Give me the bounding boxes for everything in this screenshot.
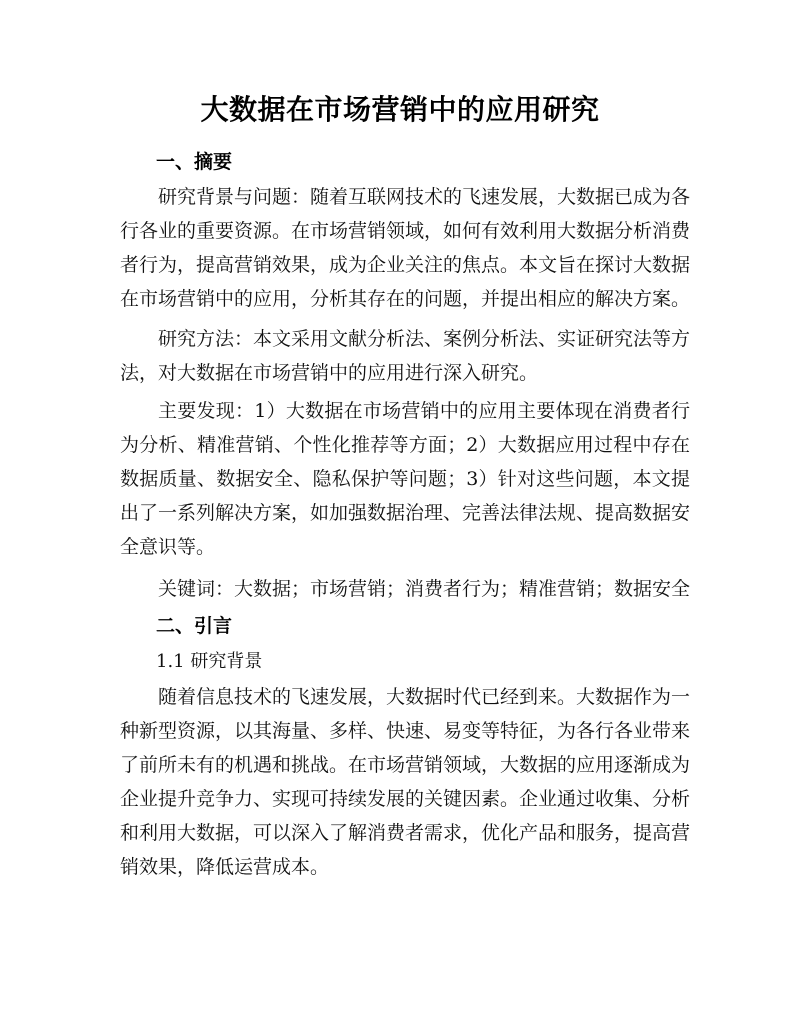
introduction-paragraph: 随着信息技术的飞速发展，大数据时代已经到来。大数据作为一种新型资源，以其海量、多样、快速、易变等特征，为各行各业带来了前所未有的机遇和挑战。在市场营销领域，大数据的应用逐渐成为企业提升竞争力、实现可持续发展的关键因素。企业通过收集、分析和利用大数据，可以深入了解消费者需求，优化产品和服务，提高营销效果，降低运营成本。 xyxy=(120,686,691,878)
abstract-findings-paragraph: 主要发现：1）大数据在市场营销中的应用主要体现在消费者行为分析、精准营销、个性化推荐等方面；2）大数据应用过程中存在数据质量、数据安全、隐私保护等问题；3）针对这些问题，本文提出了一系列解决方案，如加强数据治理、完善法律法规、提高数据安全意识等。 xyxy=(120,400,691,558)
subsection-heading-research-background: 1.1 研究背景 xyxy=(156,651,263,672)
abstract-background-paragraph: 研究背景与问题：随着互联网技术的飞速发展，大数据已成为各行各业的重要资源。在市场营销领域，如何有效利用大数据分析消费者行为，提高营销效果，成为企业关注的焦点。本文旨在探讨大数据在市场营销中的应用，分析其存在的问题，并提出相应的解决方案。 xyxy=(120,186,691,310)
keywords-paragraph: 关键词：大数据；市场营销；消费者行为；精准营销；数据安全 xyxy=(158,578,691,600)
document-title: 大数据在市场营销中的应用研究 xyxy=(200,93,600,126)
section-heading-introduction: 二、引言 xyxy=(156,615,233,637)
section-heading-abstract: 一、摘要 xyxy=(156,151,233,173)
abstract-methods-paragraph: 研究方法：本文采用文献分析法、案例分析法、实证研究法等方法，对大数据在市场营销中的应用进行深入研究。 xyxy=(120,328,691,384)
